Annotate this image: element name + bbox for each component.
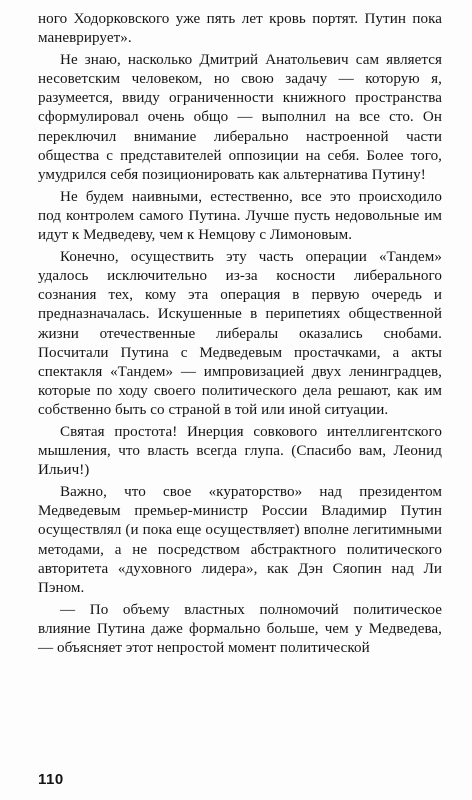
paragraph-3: Не будем наивными, естественно, все это происходило под контролем самого Путина. Лучше пусть недовольные им идут к Медведеву, чем к Немцову с Лимоновым. — [38, 188, 442, 244]
page-number: 110 — [38, 771, 64, 788]
paragraph-2: Не знаю, насколько Дмитрий Анатольевич сам является несоветским человеком, но свою задачу — которую я, разумеется, ввиду ограниченности книжного пространства сформулировал очень общо — выполнил на все сто. Он переключил внимание либерально настроенной части общества с представителей оппозиции на себя. Более того, умудрился себя позиционировать как альтернатива Путину! — [38, 52, 442, 183]
paragraph-6: Важно, что свое «кураторство» над президентом Медведевым премьер-министр России Владимир Путин осуществлял (и пока еще осуществляет) вполне легитимными методами, а не посредством абстрактного политического авторитета «духовного лидера», как Дэн Сяопин над Ли Пэном. — [38, 484, 442, 596]
paragraph-4: Конечно, осуществить эту часть операции «Тандем» удалось исключительно из-за косности либерального сознания тех, кому эта операция в первую очередь и предназначалась. Искушенные в перипетиях общественной жизни отечественные либералы оказались снобами. Посчитали Путина с Медведевым простачками, а акты спектакля «Тандем» — импровизацией двух ленинградцев, которые по ходу своего политического дела решают, как им собственно быть со страной в той или иной ситуации. — [38, 249, 442, 418]
paragraph-5: Святая простота! Инерция совкового интеллигентского мышления, что власть всегда глупа. (Спасибо вам, Леонид Ильич!) — [38, 423, 442, 479]
paragraph-1: ного Ходорковского уже пять лет кровь портят. Путин пока маневрирует». — [38, 11, 442, 47]
paragraph-7: — По объему властных полномочий политическое влияние Путина даже формально больше, чем у Медведева, — объясняет этот непростой момент политической — [38, 601, 442, 656]
body-text — [38, 10, 442, 661]
